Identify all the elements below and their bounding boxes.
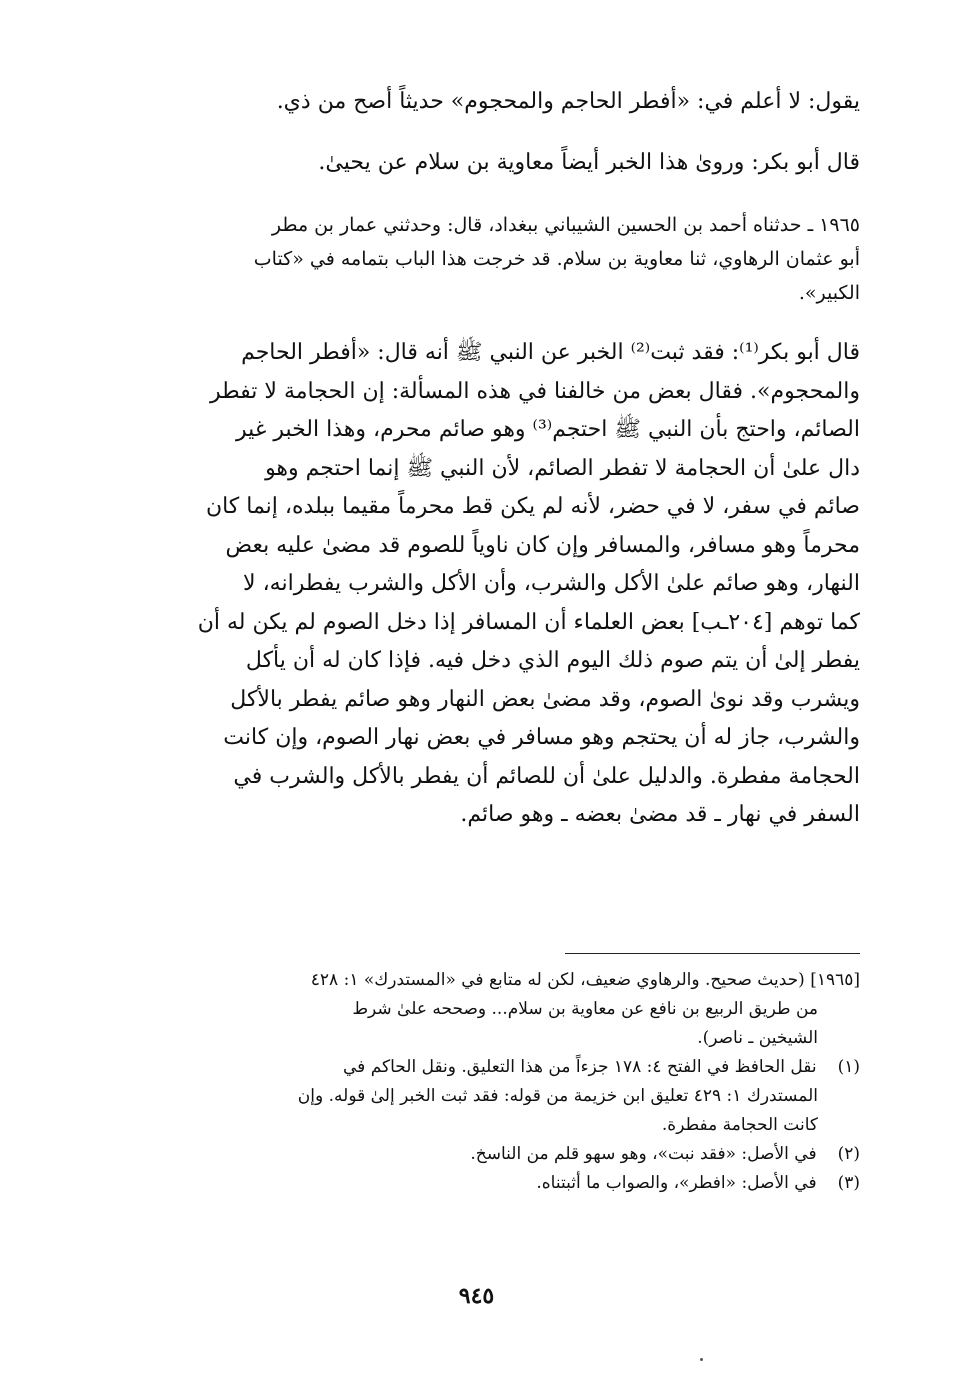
footnote-2 — [110, 1140, 860, 1169]
footnote-text: في الأصل: «افطر»، والصواب ما أثبتناه. — [536, 1173, 817, 1193]
paragraph-4 — [150, 334, 860, 835]
footnote-line: المستدرك ١: ٤٢٩ تعليق ابن خزيمة من قوله: فقد ثبت الخبر إلىٰ قوله. وإن — [297, 1086, 818, 1106]
footnote-1 — [110, 1053, 860, 1140]
paragraph-2 — [150, 144, 860, 182]
footnote-line — [110, 1169, 860, 1198]
text-line: صائم في سفر، لا في حضر، لأنه لم يكن قط محرماً مقيما ببلده، إنما كان — [205, 494, 860, 519]
text-line: السفر في نهار ـ قد مضىٰ بعضه ـ وهو صائم. — [460, 802, 860, 827]
footnote-number: [١٩٦٥] — [810, 970, 860, 990]
text-line: الصائم، واحتج بأن النبي ﷺ احتجم⁽³⁾ وهو صائم محرم، وهذا الخبر غير — [236, 417, 860, 442]
footnote-line: كانت الحجامة مفطرة. — [661, 1115, 818, 1135]
text-line: والمحجوم». فقال بعض من خالفنا في هذه المسألة: إن الحجامة لا تفطر — [209, 378, 860, 404]
footnote-1965 — [110, 966, 860, 1053]
footnote-3 — [110, 1169, 860, 1198]
paragraph-1 — [150, 83, 860, 121]
text-line: دال علىٰ أن الحجامة لا تفطر الصائم، لأن النبي ﷺ إنما احتجم وهو — [265, 455, 860, 481]
scan-mark — [700, 1358, 703, 1361]
footnote-line — [110, 1053, 860, 1082]
footnote-line — [110, 966, 860, 995]
text-line: ١٩٦٥ ـ حدثناه أحمد بن الحسين الشيباني ببغداد، قال: وحدثني عمار بن مطر — [271, 214, 860, 236]
footnote-number: (١) — [837, 1057, 860, 1077]
text-line: يفطر إلىٰ أن يتم صوم ذلك اليوم الذي دخل فيه. فإذا كان له أن يأكل — [245, 648, 860, 673]
footnote-number: (٢) — [837, 1144, 860, 1164]
text-line: محرماً وهو مسافر، والمسافر وإن كان ناوياً للصوم قد مضىٰ عليه بعض — [225, 532, 860, 558]
text-line: النهار، وهو صائم علىٰ الأكل والشرب، وأن الأكل والشرب يفطرانه، لا — [243, 571, 860, 596]
footnote-text: نقل الحافظ في الفتح ٤: ١٧٨ جزءاً من هذا التعليق. ونقل الحاكم في — [343, 1057, 817, 1077]
text-line: والشرب، جاز له أن يحتجم وهو مسافر في بعض نهار الصوم، وإن كانت — [223, 725, 860, 750]
footnote-line: الشيخين ـ ناصر). — [697, 1028, 818, 1048]
footnote-separator — [565, 953, 860, 954]
text-line: كما توهم [٢٠٤ـب] بعض العلماء أن المسافر إذا دخل الصوم لم يكن له أن — [197, 609, 860, 635]
footnote-number: (٣) — [837, 1173, 860, 1193]
page-number: ٩٤٥ — [458, 1283, 495, 1309]
footnote-line — [110, 1140, 860, 1169]
text-line: ويشرب وقد نوىٰ الصوم، وقد مضىٰ بعض النهار وهو صائم يفطر بالأكل — [230, 686, 860, 712]
footnote-text: (حديث صحيح. والرهاوي ضعيف، لكن له متابع في «المستدرك» ١: ٤٢٨ — [310, 970, 805, 990]
text-line: قال أبو بكر⁽¹⁾: فقد ثبت⁽²⁾ الخبر عن النبي ﷺ أنه قال: «أفطر الحاجم — [241, 340, 860, 365]
hadith-1965 — [150, 208, 860, 310]
footnote-line: من طريق الربيع بن نافع عن معاوية بن سلام... وصححه علىٰ شرط — [352, 999, 818, 1019]
text-line: يقول: لا أعلم في: «أفطر الحاجم والمحجوم» حديثاً أصح من ذي. — [276, 89, 860, 114]
text-line: الكبير». — [798, 282, 860, 304]
text-line: أبو عثمان الرهاوي، ثنا معاوية بن سلام. قد خرجت هذا الباب بتمامه في «كتاب — [253, 248, 860, 270]
text-line: الحجامة مفطرة. والدليل علىٰ أن للصائم أن يفطر بالأكل والشرب في — [233, 763, 860, 789]
footnotes — [110, 966, 860, 1198]
text-line: قال أبو بكر: ورویٰ هذا الخبر أيضاً معاوية بن سلام عن يحيىٰ. — [318, 150, 860, 175]
footnote-text: في الأصل: «فقد نبت»، وهو سهو قلم من الناسخ. — [470, 1144, 817, 1164]
